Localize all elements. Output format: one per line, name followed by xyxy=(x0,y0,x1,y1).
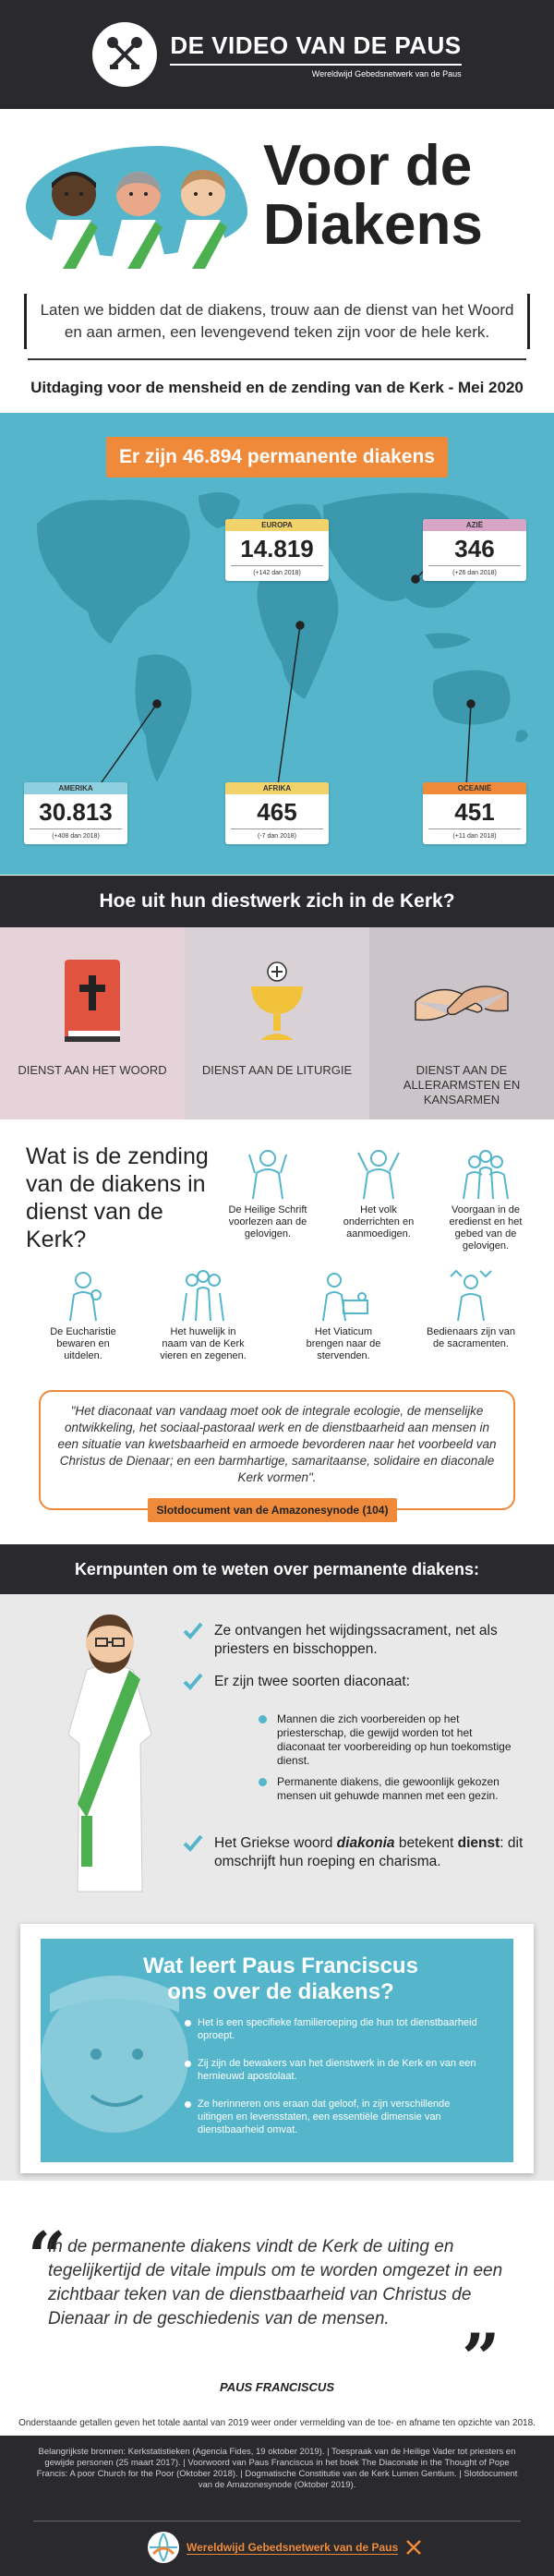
mission-item: De Eucharistie bewaren en uitdelen. xyxy=(37,1267,129,1362)
pope-point: Ze herinneren ons eraan dat geloof, in zijn verschillende uitingen en levensstaten, een essentiële dimensie van dienstbaarheid omvat. xyxy=(198,2098,451,2135)
sacraments-icon xyxy=(443,1267,499,1323)
service-liturgy xyxy=(185,927,369,1119)
prayer-group-icon xyxy=(458,1145,513,1201)
keys-icon xyxy=(403,2537,424,2558)
divider xyxy=(33,2521,521,2522)
stat-region: OCEANIË xyxy=(423,782,526,794)
stat-note: (+11 dan 2018) xyxy=(452,833,497,840)
quote-author: PAUS FRANCISCUS xyxy=(220,2380,334,2394)
stat-value: 14.819 xyxy=(231,535,323,566)
closing-quote: In de permanente diakens vindt de Kerk de uiting en tegelijkertijd de vitale impuls om te worden omgezet in een zichtbaar teken van de dienstbaarheid van Christus de Dienaar in de geschiedenis van de mensen. xyxy=(48,2237,503,2328)
open-quote-icon: “ xyxy=(28,2217,66,2295)
key-point: Ze ontvangen het wijdingssacrament, net als priesters en bisschoppen. xyxy=(214,1623,498,1657)
header-subtitle: Wereldwijd Gebedsnetwerk van de Paus xyxy=(311,68,462,79)
key-points-heading: Kernpunten om te weten over permanente diakens: xyxy=(0,1544,554,1594)
mission-item: Voorgaan in de eredienst en het gebed van de gelovigen. xyxy=(440,1145,532,1252)
mission-item: De Heilige Schrift voorlezen aan de gelovigen. xyxy=(222,1145,314,1240)
service-label: DIENST AAN HET WOORD xyxy=(18,1063,167,1077)
pope-title: Wat leert Paus Franciscus ons over de diakens? xyxy=(143,1953,418,2004)
mission-item: Het huwelijk in naam van de Kerk vieren en zegenen. xyxy=(157,1267,249,1362)
sources: Belangrijkste bronnen: Kerkstatistieken (Agencia Fides, 19 oktober 2019). | Toespraak van de Heilige Vader tot priesters en gewijde personen (25 maart 2017). | Voorwoord van Paus Franciscus in het boek The Diaconate in the Thought of Pope Francis: A poor Church for the Poor (Oktober 2018). | Dogmatische Constitutie van de Kerk Lumen Gentium. | Slotdocument van de Amazonesynode (Oktober 2019). xyxy=(36,2447,518,2490)
pope-card xyxy=(20,1924,534,2173)
total-deacons-banner: Er zijn 46.894 permanente diakens xyxy=(106,437,448,478)
bullet-dot xyxy=(185,2061,191,2067)
stat-europe xyxy=(225,519,329,581)
synod-quote-source: Slotdocument van de Amazonesynode (104) xyxy=(148,1498,397,1522)
reading-scripture-icon xyxy=(240,1145,295,1201)
stat-africa xyxy=(225,782,329,844)
footer-logo xyxy=(146,2530,424,2565)
stat-region: AZIË xyxy=(423,519,526,531)
bullet-dot xyxy=(259,1715,267,1723)
service-label: DIENST AAN DE ALLERARMSTEN EN KANSARMEN xyxy=(403,1063,521,1107)
intention-title: Uitdaging voor de mensheid en de zending van de Kerk - Mei 2020 xyxy=(30,379,524,396)
world-map-section xyxy=(0,413,554,875)
stat-oceania xyxy=(423,782,526,844)
stat-value: 346 xyxy=(428,535,521,566)
marriage-icon xyxy=(175,1267,231,1323)
stat-region: AFRIKA xyxy=(225,782,329,794)
stat-note: (+408 dan 2018) xyxy=(52,833,100,840)
deacons-illustration-icon xyxy=(37,163,240,269)
key-points-section xyxy=(0,1594,554,1904)
stat-value: 30.813 xyxy=(30,798,122,829)
intro-text: Laten we bidden dat de diakens, trouw aan de dienst van het Woord en aan armen, een levengevend teken zijn voor de hele kerk. xyxy=(24,294,530,349)
stat-note: (+26 dan 2018) xyxy=(452,570,497,576)
intro-box xyxy=(22,294,532,349)
stat-note: (-7 dan 2018) xyxy=(257,833,297,840)
mission-title: Wat is de zending van de diakens in dienst van de Kerk? xyxy=(26,1143,209,1252)
bullet-dot xyxy=(185,2020,191,2026)
stat-value: 465 xyxy=(231,798,323,829)
header xyxy=(0,0,554,109)
bullet-dot xyxy=(259,1778,267,1786)
key-point: Het Griekse woord diakonia betekent dienst: dit omschrijft hun roeping en charisma. xyxy=(214,1835,524,1869)
stat-value: 451 xyxy=(428,798,521,829)
stat-region: EUROPA xyxy=(225,519,329,531)
statistics-note: Onderstaande getallen geven het totale aantal van 2019 weer onder vermelding van de toe- en afname ten opzichte van 2018. xyxy=(18,2418,536,2428)
pope-panel xyxy=(41,1939,513,2162)
bible-icon xyxy=(55,955,129,1047)
pope-point: Zij zijn de bewakers van het dienstwerk in de Kerk en van een hernieuwd apostolaat. xyxy=(198,2058,476,2082)
page-title: Voor de Diakens xyxy=(263,134,483,257)
key-subpoint: Mannen die zich voorbereiden op het priesterschap, die gewijd worden tot het diaconaat ter voorbereiding op hun toekomstige dienst. xyxy=(277,1712,512,1767)
service-label: DIENST AAN DE LITURGIE xyxy=(201,1063,353,1077)
service-heading: Hoe uit hun diestwerk zich in de Kerk? xyxy=(0,876,554,927)
stat-note: (+142 dan 2018) xyxy=(253,570,301,576)
mission-item: Het Viaticum brengen naar de stervenden. xyxy=(297,1267,390,1362)
service-word xyxy=(0,927,185,1119)
header-title: DE VIDEO VAN DE PAUS xyxy=(170,31,461,66)
service-poor xyxy=(369,927,554,1119)
teaching-icon xyxy=(351,1145,406,1201)
helping-hands-icon xyxy=(411,955,512,1047)
pope-section xyxy=(0,1904,554,2181)
bullet-dot xyxy=(185,2101,191,2108)
key-point: Er zijn twee soorten diaconaat: xyxy=(214,1674,410,1689)
mission-item: Het volk onderrichten en aanmoedigen. xyxy=(332,1145,425,1240)
globe-icon xyxy=(146,2530,181,2565)
keys-logo-icon xyxy=(92,22,157,87)
footer-logo-text: Wereldwijd Gebedsnetwerk van de Paus xyxy=(187,2540,399,2554)
check-icon xyxy=(183,1832,203,1853)
service-columns xyxy=(0,927,554,1119)
chalice-icon xyxy=(240,955,314,1047)
stat-region: AMERIKA xyxy=(24,782,127,794)
check-icon xyxy=(183,1671,203,1691)
viaticum-icon xyxy=(316,1267,371,1323)
mission-item: Bedienaars zijn van de sacramenten. xyxy=(425,1267,517,1350)
close-quote-icon: ” xyxy=(462,2318,500,2397)
divider xyxy=(28,358,526,360)
pope-point: Het is een specifieke familieroeping die hun tot dienstbaarheid oproept. xyxy=(198,2017,477,2041)
hero-section xyxy=(0,109,554,294)
stat-asia xyxy=(423,519,526,581)
key-subpoint: Permanente diakens, die gewoonlijk gekozen mensen uit gehuwde mannen met een gezin. xyxy=(277,1775,500,1802)
deacon-figure-icon xyxy=(50,1605,170,1901)
stat-america xyxy=(24,782,127,844)
footer xyxy=(0,2436,554,2576)
check-icon xyxy=(183,1620,203,1640)
synod-quote: "Het diaconaat van vandaag moet ook de integrale ecologie, de menselijke ontwikkeling, het sociaal-pastoraal werk en de dienstbaarheid aan mensen in een situatie van kwetsbaarheid en armoede bevorderen naar het voorbeeld van Christus de Dienaar; en een barmhartige, samaritaanse, solidaire en diaconale Kerk vormen". xyxy=(39,1390,515,1510)
eucharist-icon xyxy=(55,1267,111,1323)
